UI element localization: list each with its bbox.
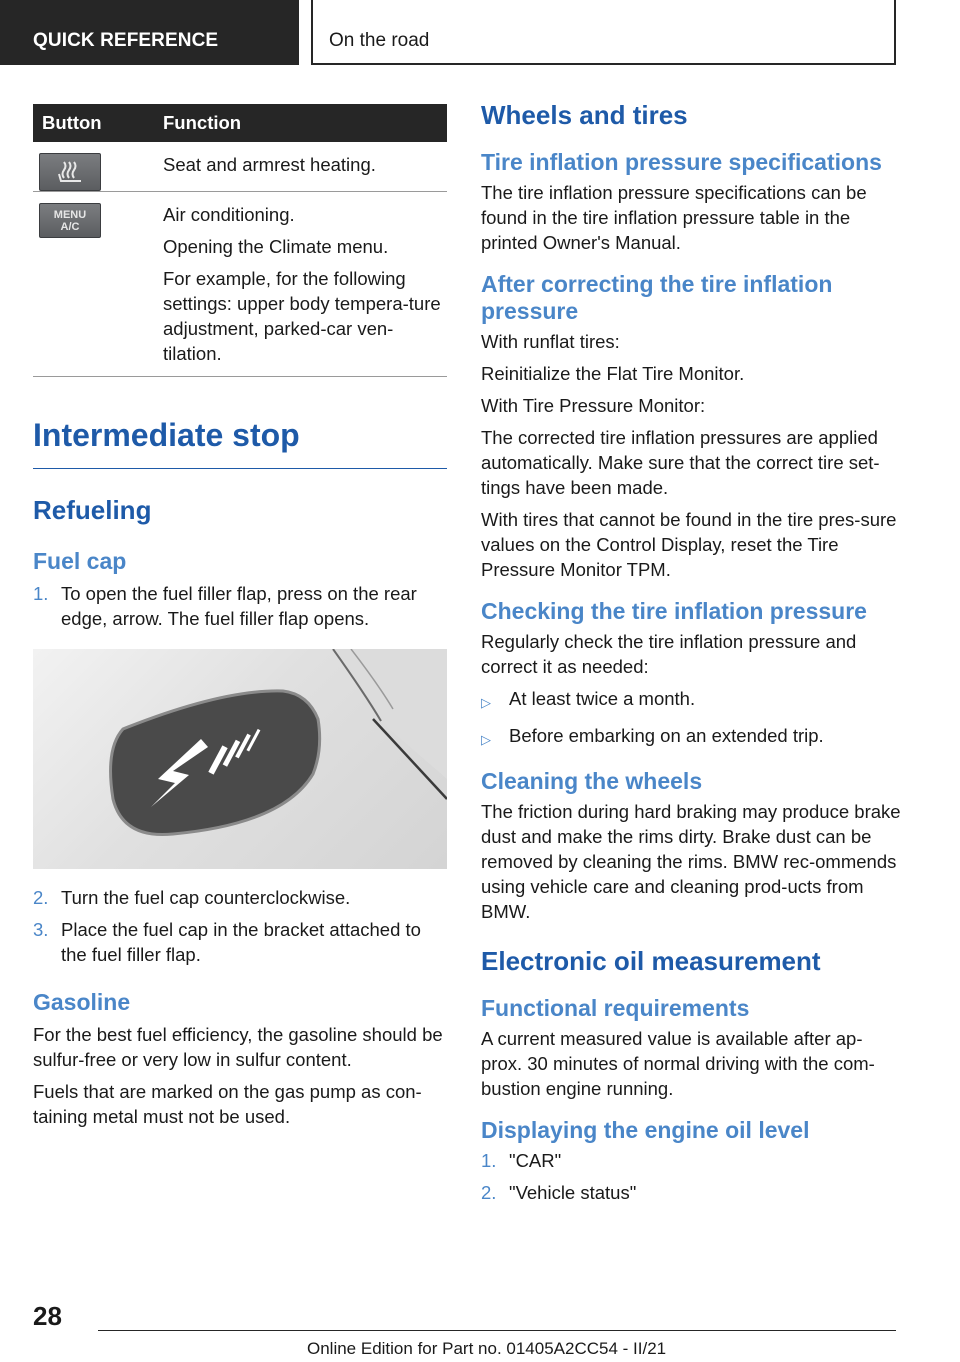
subsection-title-display-oil: Displaying the engine oil level <box>481 1117 810 1143</box>
bullet-text: Before embarking on an extended trip. <box>509 725 824 746</box>
chapter-title: Intermediate stop <box>33 417 447 469</box>
paragraph: With Tire Pressure Monitor: <box>481 395 706 416</box>
table-header-button: Button <box>33 104 154 142</box>
fuel-cap-steps-continued <box>33 885 447 967</box>
subsection-title-requirements: Functional requirements <box>481 995 750 1021</box>
paragraph: Reinitialize the Flat Tire Monitor. <box>481 363 745 384</box>
paragraph: The corrected tire inflation pressures are applied automatically. Make sure that the correct tire set-tings have been made. <box>481 427 880 498</box>
table-header-row <box>33 104 447 142</box>
step-text: Place the fuel cap in the bracket attached to the fuel filler flap. <box>61 919 421 965</box>
header-section-tab <box>0 0 299 65</box>
table-header-function: Function <box>154 104 447 142</box>
list-item <box>481 1180 901 1205</box>
step-number: 2. <box>481 1182 497 1203</box>
subsection-title-specs: Tire inflation pressure specifications <box>481 149 882 175</box>
subsection-title-cleaning: Cleaning the wheels <box>481 768 703 794</box>
step-number: 2. <box>33 887 49 908</box>
step-number: 1. <box>481 1150 497 1171</box>
subsection-title-gasoline: Gasoline <box>33 989 131 1015</box>
list-item <box>481 1148 901 1173</box>
step-number: 1. <box>33 583 49 604</box>
table-cell-icon <box>33 142 154 192</box>
footer-divider <box>98 1330 896 1331</box>
table-cell-function <box>154 142 447 192</box>
function-text: Opening the Climate menu. <box>163 236 389 257</box>
oil-level-steps <box>481 1148 901 1205</box>
step-text: To open the fuel filler flap, press on the rear edge, arrow. The fuel filler flap opens. <box>61 583 417 629</box>
page-number: 28 <box>33 1301 62 1331</box>
section-title-wheels: Wheels and tires <box>481 100 688 130</box>
list-item <box>481 723 901 752</box>
list-item <box>481 686 901 715</box>
function-text: Air conditioning. <box>163 204 295 225</box>
subsection-title-checking: Checking the tire inflation pressure <box>481 598 867 624</box>
button-function-table <box>33 104 447 377</box>
section-title-refueling: Refueling <box>33 495 152 525</box>
function-text: For example, for the following settings: upper body tempera-ture adjustment, parked-car ven-tilation. <box>163 268 441 364</box>
table-cell-icon <box>33 192 154 377</box>
ac-icon-text: A/C <box>60 220 80 233</box>
triangle-bullet-icon: ▷ <box>481 732 491 747</box>
left-column <box>33 104 447 1136</box>
menu-ac-icon <box>39 203 101 238</box>
table-cell-function <box>154 192 447 377</box>
gasoline-paragraph: For the best fuel efficiency, the gasoline should be sulfur-free or very low in sulfur content. <box>33 1024 443 1070</box>
right-column <box>481 100 901 1212</box>
triangle-bullet-icon: ▷ <box>481 695 491 710</box>
paragraph: With runflat tires: <box>481 331 620 352</box>
header-chapter-tab <box>311 0 896 65</box>
section-title-oil: Electronic oil measurement <box>481 946 821 976</box>
gasoline-paragraph: Fuels that are marked on the gas pump as con-taining metal must not be used. <box>33 1081 422 1127</box>
function-text: Seat and armrest heating. <box>163 154 376 175</box>
step-text: "Vehicle status" <box>509 1182 637 1203</box>
paragraph: Regularly check the tire inflation pressure and correct it as needed: <box>481 631 857 677</box>
list-item <box>33 581 447 631</box>
paragraph: The tire inflation pressure specifications can be found in the tire inflation pressure table in the printed Owner's Manual. <box>481 182 867 253</box>
fuel-cap-steps <box>33 581 447 631</box>
step-text: "CAR" <box>509 1150 562 1171</box>
table-row <box>33 192 447 377</box>
subsection-title-after-correcting: After correcting the tire inflation pressure <box>481 271 833 324</box>
seat-heating-icon <box>39 153 101 191</box>
table-row <box>33 142 447 192</box>
list-item <box>33 885 447 910</box>
paragraph: The friction during hard braking may produce brake dust and make the rims dirty. Brake dust can be removed by cleaning the rims. BMW rec-ommends using vehicle care and cleaning prod-ucts from BMW. <box>481 801 901 922</box>
footer-edition: Online Edition for Part no. 01405A2CC54 - II/21 <box>307 1339 667 1358</box>
step-text: Turn the fuel cap counterclockwise. <box>61 887 351 908</box>
checking-bullets <box>481 686 901 752</box>
fuel-filler-flap-photo <box>33 649 447 869</box>
paragraph: A current measured value is available after ap-prox. 30 minutes of normal driving with the com-bustion engine running. <box>481 1028 875 1099</box>
subsection-title-fuel-cap: Fuel cap <box>33 548 127 574</box>
paragraph: With tires that cannot be found in the tire pres-sure values on the Control Display, reset the Tire Pressure Monitor TPM. <box>481 509 897 580</box>
header-chapter-label: On the road <box>329 30 430 51</box>
bullet-text: At least twice a month. <box>509 688 696 709</box>
step-number: 3. <box>33 919 49 940</box>
header-section-label: QUICK REFERENCE <box>33 30 219 51</box>
menu-icon-text: MENU <box>53 208 87 221</box>
list-item <box>33 917 447 967</box>
